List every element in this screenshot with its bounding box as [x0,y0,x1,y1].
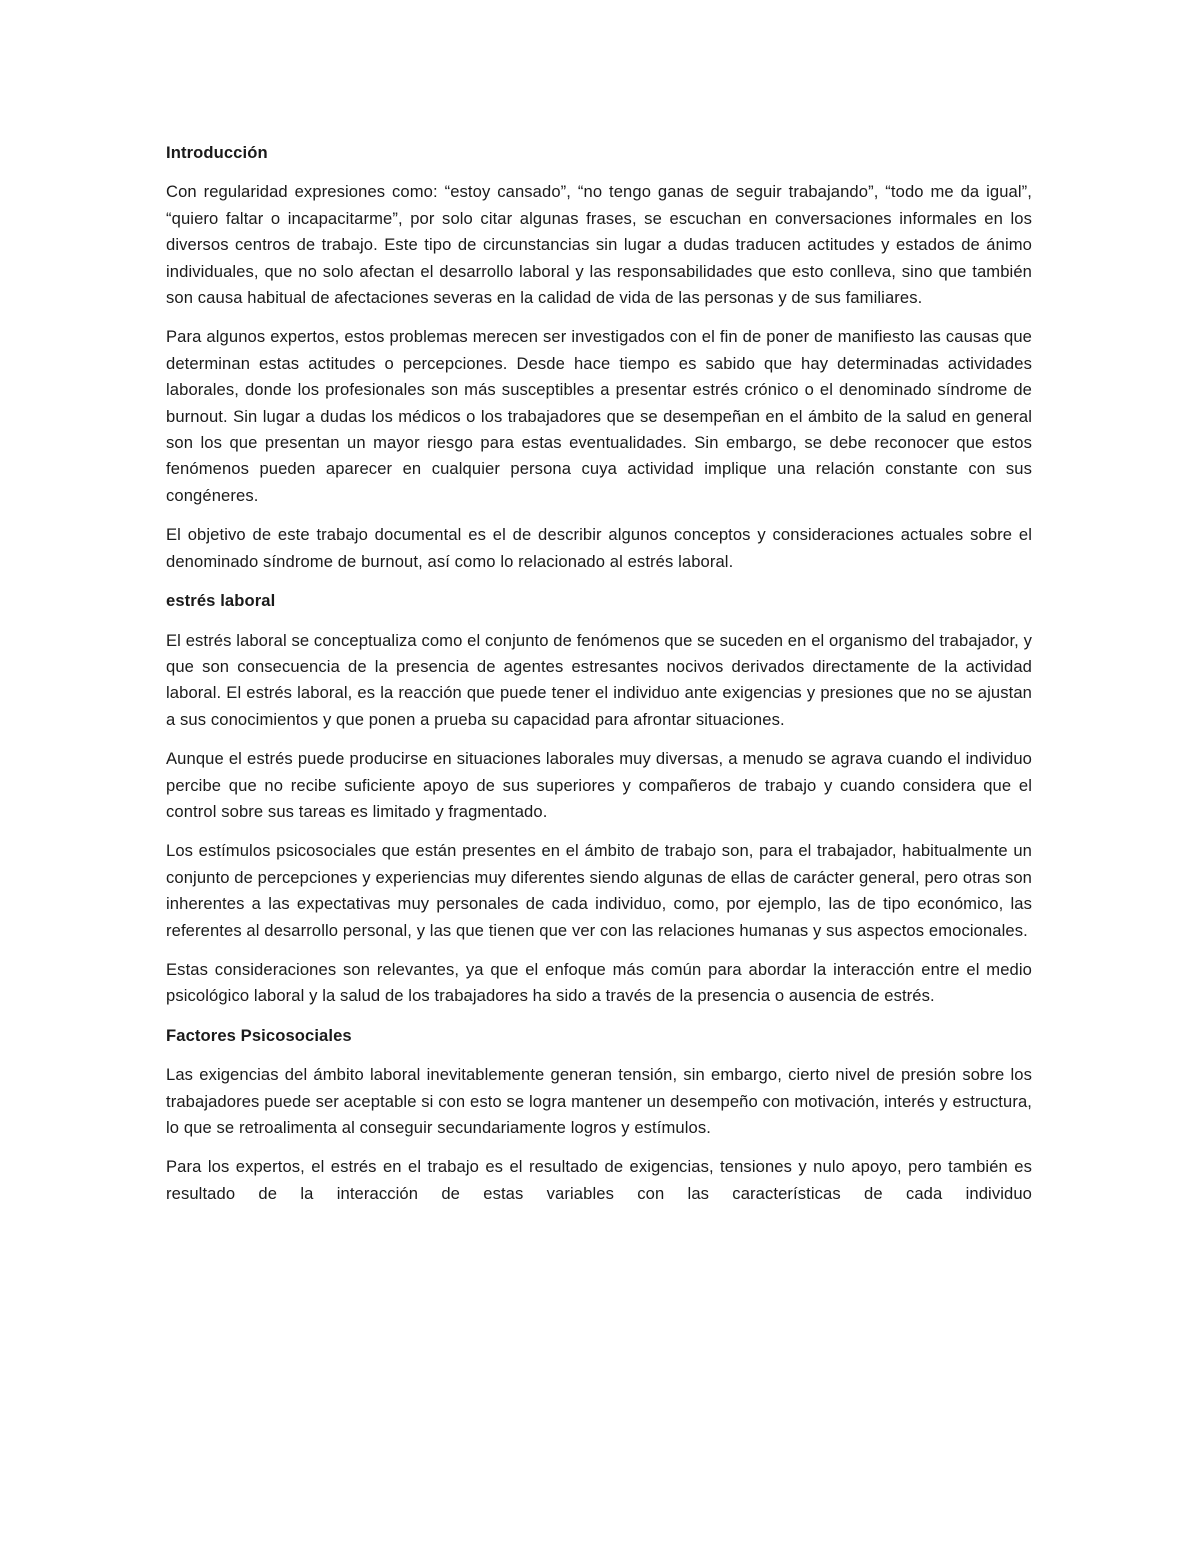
section-heading-introduccion: Introducción [166,143,268,162]
paragraph: Para algunos expertos, estos problemas merecen ser investigados con el fin de poner de manifiesto las causas que determinan estas actitudes o percepciones. Desde hace tiempo es sabido que hay determinadas actividades laborales, donde los profesionales son más susceptibles a presentar estrés crónico o el denominado síndrome de burnout. Sin lugar a dudas los médicos o los trabajadores que se desempeñan en el ámbito de la salud en general son los que presentan un mayor riesgo para estas eventualidades. Sin embargo, se debe reconocer que estos fenómenos pueden aparecer en cualquier persona cuya actividad implique una relación constante con sus congéneres. [166,327,1032,505]
section-heading-factores-psicosociales: Factores Psicosociales [166,1025,352,1045]
section-heading-estres-laboral: estrés laboral [166,591,276,611]
paragraph: Con regularidad expresiones como: “estoy cansado”, “no tengo ganas de seguir trabajando”, “todo me da igual”, “quiero faltar o incapacitarme”, por solo citar algunas frases, se escuchan en conversaciones informales en los diversos centros de trabajo. Este tipo de circunstancias sin lugar a dudas traducen actitudes y estados de ánimo individuales, que no solo afectan el desarrollo laboral y las responsabilidades que esto conlleva, sino que también son causa habitual de afectaciones severas en la calidad de vida de las personas y de sus familiares. [166,182,1032,308]
paragraph: Aunque el estrés puede producirse en situaciones laborales muy diversas, a menudo se agrava cuando el individuo percibe que no recibe suficiente apoyo de sus superiores y compañeros de trabajo y cuando considera que el control sobre sus tareas es limitado y fragmentado. [166,749,1032,821]
document-body [166,140,1032,1220]
paragraph: Los estímulos psicosociales que están presentes en el ámbito de trabajo son, para el trabajador, habitualmente un conjunto de percepciones y experiencias muy diferentes siendo algunas de ellas de carácter general, pero otras son inherentes a las expectativas muy personales de cada individuo, como, por ejemplo, las de tipo económico, las referentes al desarrollo personal, y las que tienen que ver con las relaciones humanas y sus aspectos emocionales. [166,841,1032,940]
paragraph: El objetivo de este trabajo documental es el de describir algunos conceptos y consideraciones actuales sobre el denominado síndrome de burnout, así como lo relacionado al estrés laboral. [166,525,1032,571]
paragraph: El estrés laboral se conceptualiza como el conjunto de fenómenos que se suceden en el organismo del trabajador, y que son consecuencia de la presencia de agentes estresantes nocivos derivados directamente de la actividad laboral. El estrés laboral, es la reacción que puede tener el individuo ante exigencias y presiones que no se ajustan a sus conocimientos y que ponen a prueba su capacidad para afrontar situaciones. [166,630,1032,729]
paragraph: Para los expertos, el estrés en el trabajo es el resultado de exigencias, tensiones y nulo apoyo, pero también es resultado de la interacción de estas variables con las características de cada individuo [166,1157,1032,1203]
paragraph: Estas consideraciones son relevantes, ya que el enfoque más común para abordar la interacción entre el medio psicológico laboral y la salud de los trabajadores ha sido a través de la presencia o ausencia de estrés. [166,959,1032,1006]
paragraph: Las exigencias del ámbito laboral inevitablemente generan tensión, sin embargo, cierto nivel de presión sobre los trabajadores puede ser aceptable si con esto se logra mantener un desempeño con motivación, interés y estructura, lo que se retroalimenta al conseguir secundariamente logros y estímulos. [166,1065,1032,1137]
